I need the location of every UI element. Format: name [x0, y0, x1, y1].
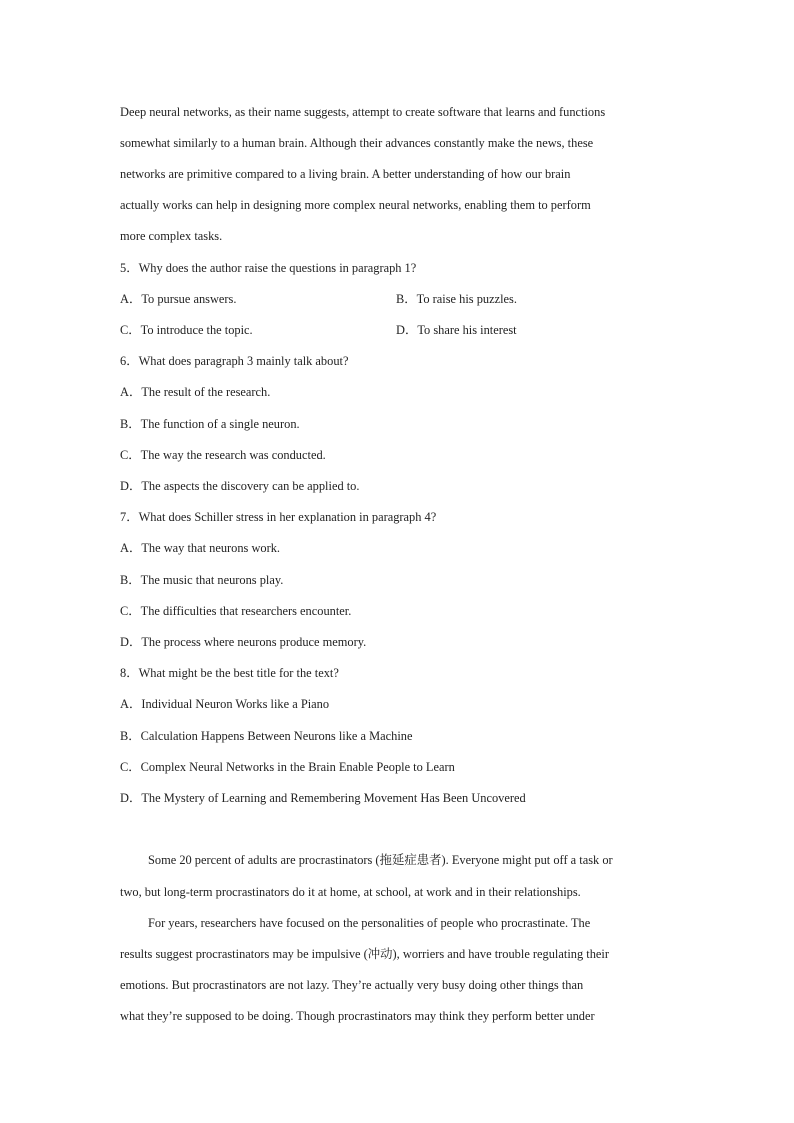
- passage-line: Some 20 percent of adults are procrastinators (拖延症患者). Everyone might put off a task or: [148, 853, 613, 867]
- passage-line: what they’re supposed to be doing. Though procrastinators may think they perform better under: [120, 1009, 595, 1023]
- question-8-option-b: B．Calculation Happens Between Neurons like a Machine: [120, 729, 413, 743]
- question-7-option-c: C．The difficulties that researchers encounter.: [120, 604, 352, 618]
- passage-line: actually works can help in designing more complex neural networks, enabling them to perform: [120, 198, 591, 212]
- question-5-option-a: A．To pursue answers.: [120, 292, 237, 306]
- question-5-stem: 5．Why does the author raise the questions in paragraph 1?: [120, 261, 417, 275]
- question-6-option-b: B．The function of a single neuron.: [120, 417, 300, 431]
- question-8-stem: 8．What might be the best title for the text?: [120, 666, 339, 680]
- question-5-option-c: C．To introduce the topic.: [120, 323, 253, 337]
- passage-line: more complex tasks.: [120, 229, 223, 243]
- question-6-option-a: A．The result of the research.: [120, 385, 271, 399]
- question-8-option-c: C．Complex Neural Networks in the Brain Enable People to Learn: [120, 760, 455, 774]
- question-7-stem: 7．What does Schiller stress in her explanation in paragraph 4?: [120, 510, 437, 524]
- passage-line: emotions. But procrastinators are not lazy. They’re actually very busy doing other things than: [120, 978, 584, 992]
- question-8-option-a: A．Individual Neuron Works like a Piano: [120, 697, 330, 711]
- passage-line: networks are primitive compared to a living brain. A better understanding of how our brain: [120, 167, 571, 181]
- question-5-option-b: B．To raise his puzzles.: [396, 292, 517, 306]
- question-7-option-b: B．The music that neurons play.: [120, 573, 284, 587]
- question-8-option-d: D．The Mystery of Learning and Remembering Movement Has Been Uncovered: [120, 791, 526, 805]
- question-6-option-d: D．The aspects the discovery can be applied to.: [120, 479, 360, 493]
- question-6-option-c: C．The way the research was conducted.: [120, 448, 326, 462]
- question-7-option-d: D．The process where neurons produce memory.: [120, 635, 367, 649]
- question-7-option-a: A．The way that neurons work.: [120, 541, 281, 555]
- passage-line: Deep neural networks, as their name suggests, attempt to create software that learns and functions: [120, 105, 606, 119]
- passage-line: For years, researchers have focused on the personalities of people who procrastinate. The: [148, 916, 591, 930]
- passage-line: somewhat similarly to a human brain. Although their advances constantly make the news, these: [120, 136, 594, 150]
- passage-line: results suggest procrastinators may be impulsive (冲动), worriers and have trouble regulating their: [120, 947, 609, 961]
- question-6-stem: 6．What does paragraph 3 mainly talk about?: [120, 354, 349, 368]
- passage-line: two, but long-term procrastinators do it at home, at school, at work and in their relationships.: [120, 885, 581, 899]
- question-5-option-d: D．To share his interest: [396, 323, 517, 337]
